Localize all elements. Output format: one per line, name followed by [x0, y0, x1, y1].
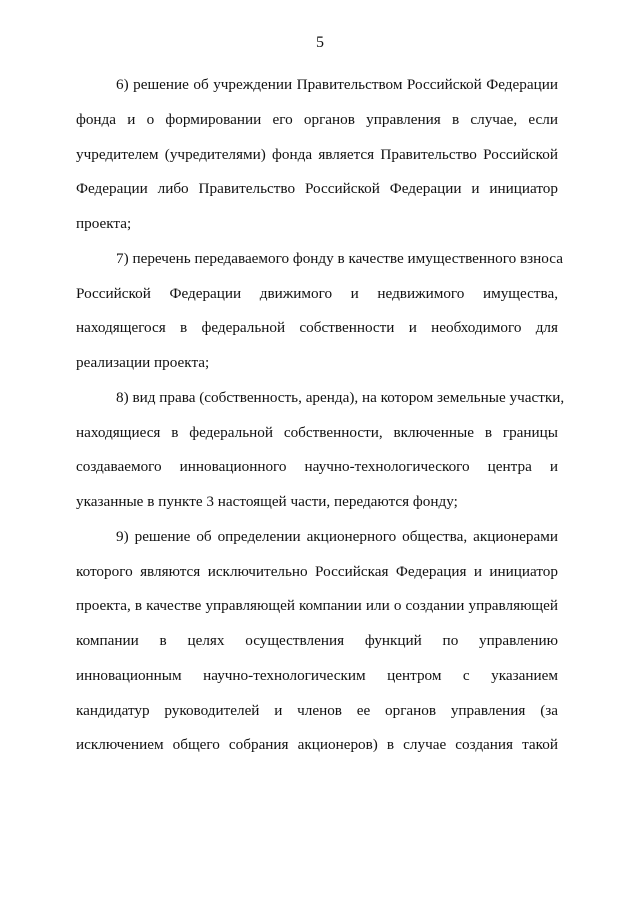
text-line: 8) вид права (собственность, аренда), на котором земельные участки, [116, 388, 565, 406]
text-line: компании в целях осуществления функций по управлению [76, 632, 558, 649]
text-line: Российской Федерации движимого и недвижимого имущества, [76, 284, 558, 302]
text-line: 6) решение об учреждении Правительством Российской Федерации [116, 76, 558, 93]
text-line: указанные в пункте 3 настоящей части, передаются фонду; [76, 493, 458, 510]
text-line: Федерации либо Правительство Российской Федерации и инициатор [76, 180, 558, 198]
text-line: создаваемого инновационного научно-технологического центра и [76, 458, 558, 476]
document-body [76, 68, 565, 763]
text-line: исключением общего собрания акционеров) в случае создания такой [76, 736, 558, 754]
page-number: 5 [316, 34, 324, 51]
text-line: фонда и о формировании его органов управления в случае, если [76, 110, 558, 128]
text-line: 9) решение об определении акционерного общества, акционерами [116, 527, 558, 545]
text-line: реализации проекта; [76, 354, 210, 371]
text-line: инновационным научно-технологическим центром с указанием [76, 666, 558, 684]
text-line: находящегося в федеральной собственности и необходимого для [76, 319, 558, 337]
text-line: находящиеся в федеральной собственности, включенные в границы [76, 423, 558, 441]
text-line: кандидатур руководителей и членов ее органов управления (за [76, 701, 558, 719]
text-line: которого являются исключительно Российская Федерация и инициатор [76, 562, 558, 580]
text-line: учредителем (учредителями) фонда является Правительство Российской [76, 145, 558, 163]
text-line: проекта, в качестве управляющей компании или о создании управляющей [76, 597, 558, 615]
text-line: 7) перечень передаваемого фонду в качестве имущественного взноса [116, 249, 563, 267]
text-line: проекта; [76, 215, 132, 232]
